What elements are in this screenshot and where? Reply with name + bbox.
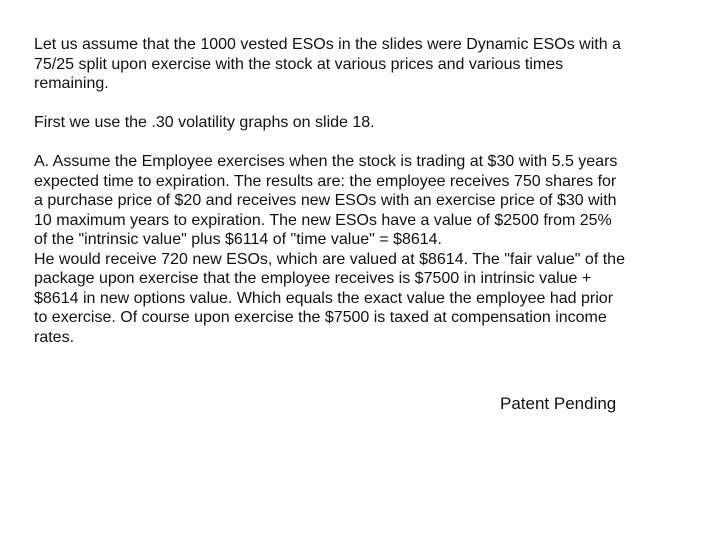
text-line: a purchase price of $20 and receives new ESOs with an exercise price of $30 with <box>34 192 617 209</box>
text-line: A. Assume the Employee exercises when the stock is trading at $30 with 5.5 years <box>34 153 618 170</box>
text-line: 75/25 split upon exercise with the stock at various prices and various times <box>34 55 564 73</box>
text-line: to exercise. Of course upon exercise the $7500 is taxed at compensation income <box>34 309 607 326</box>
text-line: rates. <box>34 328 75 346</box>
text-line: expected time to expiration. The results are: the employee receives 750 shares for <box>34 172 617 190</box>
body-text <box>34 35 724 347</box>
patent-pending-note: Patent Pending <box>500 394 617 413</box>
text-line: package upon exercise that the employee receives is $7500 in intrinsic value + <box>34 270 592 287</box>
text-line: of the "intrinsic value" plus $6114 of "time value" = $8614. <box>34 231 442 248</box>
text-line: remaining. <box>34 75 109 92</box>
paragraph-gap <box>34 133 724 153</box>
text-line: First we use the .30 volatility graphs on slide 18. <box>34 114 375 131</box>
text-line: 10 maximum years to expiration. The new ESOs have a value of $2500 from 25% <box>34 211 612 229</box>
text-line: $8614 in new options value. Which equals the exact value the employee had prior <box>34 289 614 307</box>
text-line: Let us assume that the 1000 vested ESOs in the slides were Dynamic ESOs with a <box>34 36 621 53</box>
paragraph-gap <box>34 94 724 114</box>
text-line: He would receive 720 new ESOs, which are valued at $8614. The "fair value" of the <box>34 250 625 268</box>
